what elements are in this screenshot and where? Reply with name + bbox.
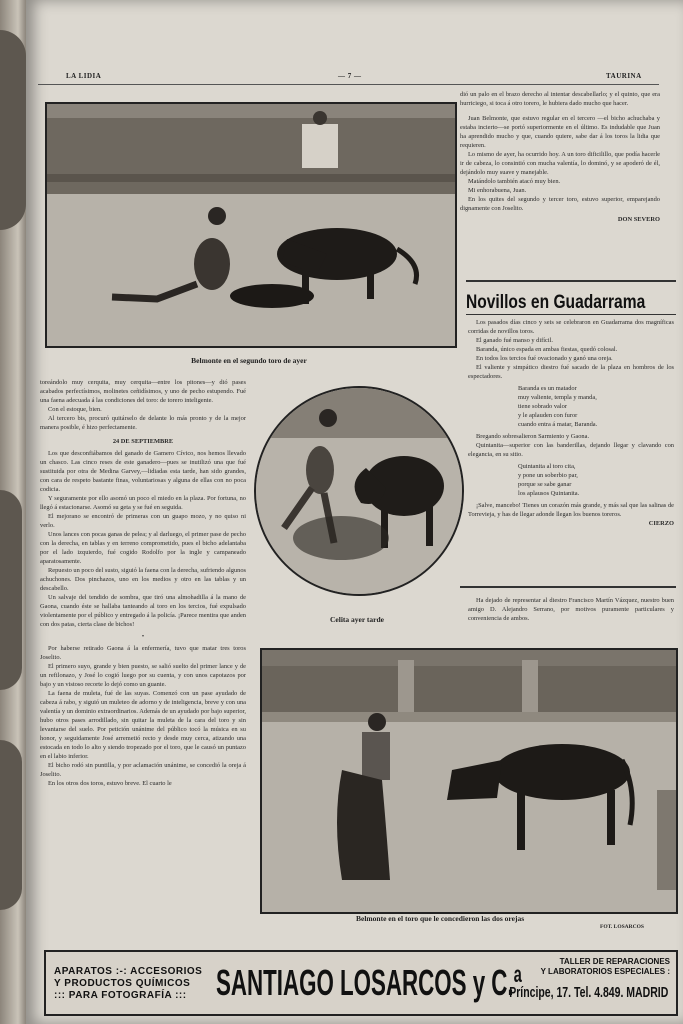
left-page-photo: [0, 490, 22, 690]
ad-left-text: [54, 966, 202, 1002]
paragraph: Y seguramente por ello asomó un poco el miedo en la plaza. Por fortuna, no llegó á estacionarse. Asomó su geta y se fué en seguida.: [40, 495, 246, 511]
paragraph: El ganado fué manso y difícil.: [476, 337, 554, 344]
verse-2: [468, 462, 674, 498]
left-page-photo: [0, 30, 26, 230]
article-left-column: [40, 378, 246, 788]
photo-credit: FOT. LOSARCOS: [600, 924, 644, 930]
paragraph: Bregando sobresalieron Sarmiento y Gaona.: [476, 433, 590, 440]
paragraph: dió un palo en el brazo derecho al intentar descabellarlo; y el quinto, que era hurriciego, si toca á otro torero, le hubiera dado mucho que hacer.: [460, 91, 660, 107]
ad-address: Príncipe, 17. Tel. 4.849. MADRID: [508, 984, 668, 1001]
paragraph: El valiente y simpático diestro fué sacado de la plaza en hombros de los espectadores.: [468, 364, 674, 380]
verse-line: y pone un soberbio par,: [518, 472, 578, 479]
paragraph: toreándolo muy cerquita, muy cerquita—entre los pitones—y dió pases acabados perfectísimos, molinetes ceñidísimos, y uno de pecho estupendo. Fué una faena adecuada á las condiciones del toro: de torero inteligente.: [40, 379, 246, 404]
verse-1: [468, 384, 674, 429]
verse-line: Quintanita al toro cita,: [518, 463, 576, 470]
caption-photo-2: Celita ayer tarde: [329, 615, 384, 624]
left-page-photo: [0, 740, 22, 910]
caption-photo-1: Belmonte en el segundo toro de ayer: [191, 356, 307, 365]
advertisement-santiago-losarcos: [44, 950, 678, 1016]
running-header-right: TAURINA: [606, 72, 642, 80]
separator-dot: •: [141, 633, 145, 640]
article-novillos-body: [468, 318, 674, 528]
paragraph: Quintanita—superior con las banderillas, dejando llegar y clavando con elegancia, en su sitio.: [468, 442, 674, 458]
paragraph: En todos los tercios fué ovacionado y ganó una oreja.: [476, 355, 613, 362]
verse-line: muy valiente, templa y manda,: [518, 394, 597, 401]
paragraph: En los quites del segundo y tercer toro, estuvo superior, emparejando dignamente con Joselito.: [460, 196, 660, 212]
title-underline: [466, 314, 676, 315]
paragraph: Por haberse retirado Gaona á la enfermería, tuvo que matar tres toros Joselito.: [40, 645, 246, 661]
paragraph: En los otros dos toros, estuvo breve. El cuarto le: [48, 780, 172, 787]
paragraph: Unos lances con pocas ganas de pelea; y al darluego, el primer pase de pecho con la derecha, en tablas y en terreno comprometido, pues el bicho adelantaba por el lado izquierdo, fué cogido Rodolfo por la ingle y campaneado aparatosamente.: [40, 531, 246, 565]
ad-right-top: [541, 957, 670, 977]
verse-line: Baranda es un matador: [518, 385, 577, 392]
ad-line: Y LABORATORIOS ESPECIALES :: [540, 967, 670, 976]
paragraph: Juan Belmonte, que estuvo regular en el tercero —el bicho achuchaba y estaba incierto—se portó superiormente en el último. Es indudable que Juan ha aprendido mucho y que, cuando quiere, sabe dar á los toros la lidia que requieren.: [460, 115, 660, 149]
verse-line: cuando entra á matar, Baranda.: [518, 421, 598, 428]
page-number: — 7 —: [338, 72, 362, 80]
paragraph: Los pasados días cinco y seis se celebraron en Guadarrama dos magníficas corridas de novillos toros.: [468, 319, 674, 335]
verse-line: los aplausos Quintanita.: [518, 490, 580, 497]
paragraph: Al tercero bis, procuró quitárselo de delante lo más pronto y de la mejor manera posible, é hizo perfectamente.: [40, 415, 246, 431]
caption-photo-3: Belmonte en el toro que le concedieron las dos orejas: [356, 914, 525, 923]
photo-celita: [254, 386, 464, 596]
section-divider: [466, 280, 676, 282]
photo-belmonte-two-ears: [260, 648, 678, 914]
ad-line: TALLER DE REPARACIONES: [559, 957, 670, 966]
verse-line: y le aplauden con furor: [518, 412, 578, 419]
verse-line: tiene sobrado valor: [518, 403, 567, 410]
paragraph: Matándolo también atacó muy bien.: [468, 178, 561, 185]
paragraph: Repuesto un poco del susto, siguió la faena con la derecha, sufriendo algunos achuchones. Dos pinchazos, uno en los medios y otro en las tablas y un descabello.: [40, 567, 246, 592]
ad-line: ::: PARA FOTOGRAFÍA :::: [54, 990, 187, 1001]
photo-belmonte-second-bull: [45, 102, 457, 348]
paragraph: Con el estoque, bien.: [48, 406, 102, 413]
paragraph: Un salvaje del tendido de sombra, que tiró una almohadilla á la mano de Gaona, cuando éste se hallaba tanteando al toro en los tercios, fué expulsado violentamente por el público y entregado á la policía. ¡Parece mentira que anden con dos patas, cierta clase de bichos!: [40, 594, 246, 628]
date-heading: 24 DE SEPTIEMBRE: [112, 438, 174, 445]
author-signature: CIERZO: [648, 520, 674, 527]
header-rule: [38, 84, 659, 85]
paragraph: Lo mismo de ayer, ha ocurrido hoy. A un toro dificilillo, que podía hacerle ir de cabeza, lo consintió con mucha valentía, lo dominó, y se apoderó de él, dejándolo muy suave y manejable.: [460, 151, 660, 176]
author-signature: DON SEVERO: [617, 216, 660, 223]
verse-line: porque se sabe ganar: [518, 481, 572, 488]
article-continuation: [460, 90, 660, 224]
ad-line: Y PRODUCTOS QUÍMICOS: [54, 978, 191, 989]
paragraph: El bicho rodó sin puntilla, y por aclamación unánime, se concedió la oreja á Joselito.: [40, 762, 246, 778]
ad-line: APARATOS :-: ACCESORIOS: [54, 966, 203, 977]
notice-serrano: [468, 596, 674, 623]
section-divider: [460, 586, 676, 588]
paragraph: Los que desconfiábamos del ganado de Gamero Cívico, nos hemos llevado un chasco. Las cinco reses de este ganadero—pues se inutilizó una que fué sustituida por otra de Medina Garvey,—lidiadas esta tarde, han sido grandes, con cara de respeto bastante finas, voluntariosas y alguna de ellas con no poca codicia.: [40, 450, 246, 493]
ad-brand-name: SANTIAGO LOSARCOS y C.ª: [216, 962, 522, 1003]
article-title: Novillos en Guadarrama: [466, 292, 646, 313]
paragraph: Mi enhorabuena, Juan.: [468, 187, 527, 194]
paragraph: El primero suyo, grande y bien puesto, se salió suelto del primer lance y de un refilonazo, y José lo cogió luego por su cuenta, y con unos capotazos por bajo y un vistoso recorte lo dejó como un guante.: [40, 663, 246, 688]
paragraph: La faena de muleta, fué de las suyas. Comenzó con un pase ayudado de cabeza á rabo, y siguió un muleteo de adorno y de inteligencia, breve y con una valentía y un dominio extraordinarios. Además de un ayudado por bajo superior, hubo otros pases arrodillado, sin quitar la muleta de la cara del toro y sin levantarse del suelo. Por petición unánime del público tocó la música en su honor, y seguidamente José arremetió recto y desde muy cerca, atizando una estocada en todo lo alto y siendo tropezado por el toro, que le causó un puntazo en el labio inferior.: [40, 690, 246, 760]
paragraph: Ha dejado de representar al diestro Francisco Martín Vázquez, nuestro buen amigo D. Alejandro Serrano, por motivos puramente particulares y conveniencia de ambos.: [468, 597, 674, 622]
running-header-left: LA LIDIA: [66, 72, 102, 80]
paragraph: ¡Salve, mancebo! Tienes un corazón más grande, y más sal que las salinas de Torrevieja, y has de llegar adonde llegan los buenos toreros.: [468, 502, 674, 518]
paragraph: Baranda, único espada en ambas fiestas, quedó colosal.: [476, 346, 618, 353]
paragraph: El mejorano se encontró de primeras con un guapo mozo, y no quiso ni verlo.: [40, 513, 246, 529]
